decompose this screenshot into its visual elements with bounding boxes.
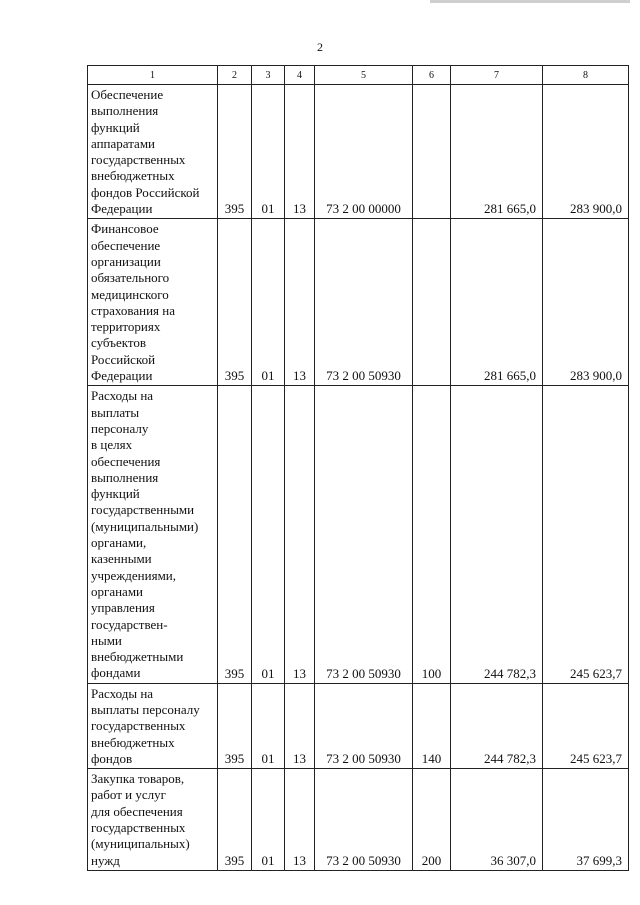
amount-col7: 281 665,0 <box>451 219 543 386</box>
column-header: 5 <box>315 66 413 85</box>
target-article-code: 73 2 00 50930 <box>315 683 413 768</box>
subsection-code: 13 <box>285 219 315 386</box>
column-header: 4 <box>285 66 315 85</box>
expense-type-code: 200 <box>413 769 451 871</box>
table-row <box>88 386 629 683</box>
column-header: 1 <box>88 66 218 85</box>
amount-col8: 283 900,0 <box>543 219 629 386</box>
amount-col8: 245 623,7 <box>543 386 629 683</box>
section-code: 01 <box>252 769 285 871</box>
ministry-code: 395 <box>218 85 252 219</box>
expense-name: Закупка товаров, работ и услуг для обеспечения государственных (муниципальных) нужд <box>88 769 218 871</box>
expense-type-code: 100 <box>413 386 451 683</box>
target-article-code: 73 2 00 50930 <box>315 769 413 871</box>
section-code: 01 <box>252 683 285 768</box>
subsection-code: 13 <box>285 386 315 683</box>
amount-col7: 244 782,3 <box>451 683 543 768</box>
expense-name: Обеспечение выполнения функций аппаратами государственных внебюджетных фондов Российской Федерации <box>88 85 218 219</box>
amount-col7: 244 782,3 <box>451 386 543 683</box>
section-code: 01 <box>252 219 285 386</box>
column-header: 6 <box>413 66 451 85</box>
amount-col8: 37 699,3 <box>543 769 629 871</box>
expense-name: Расходы на выплаты персоналу в целях обеспечения выполнения функций государственными (муниципальными) органами, казенными учреждениями, органами управления государствен- ными внебюджетными фондами <box>88 386 218 683</box>
expense-type-code <box>413 219 451 386</box>
subsection-code: 13 <box>285 85 315 219</box>
subsection-code: 13 <box>285 683 315 768</box>
page-number: 2 <box>317 40 323 54</box>
scan-edge-mark <box>430 0 630 3</box>
target-article-code: 73 2 00 00000 <box>315 85 413 219</box>
section-code: 01 <box>252 85 285 219</box>
expense-type-code: 140 <box>413 683 451 768</box>
table-row <box>88 85 629 219</box>
column-header: 7 <box>451 66 543 85</box>
table-row <box>88 219 629 386</box>
expense-type-code <box>413 85 451 219</box>
amount-col8: 245 623,7 <box>543 683 629 768</box>
ministry-code: 395 <box>218 219 252 386</box>
ministry-code: 395 <box>218 386 252 683</box>
table-row <box>88 769 629 871</box>
column-header: 2 <box>218 66 252 85</box>
expense-name: Расходы на выплаты персоналу государственных внебюджетных фондов <box>88 683 218 768</box>
amount-col8: 283 900,0 <box>543 85 629 219</box>
budget-table <box>87 65 629 871</box>
expense-name: Финансовое обеспечение организации обязательного медицинского страхования на территориях субъектов Российской Федерации <box>88 219 218 386</box>
section-code: 01 <box>252 386 285 683</box>
table-row <box>88 683 629 768</box>
column-header: 3 <box>252 66 285 85</box>
subsection-code: 13 <box>285 769 315 871</box>
ministry-code: 395 <box>218 683 252 768</box>
target-article-code: 73 2 00 50930 <box>315 219 413 386</box>
target-article-code: 73 2 00 50930 <box>315 386 413 683</box>
ministry-code: 395 <box>218 769 252 871</box>
amount-col7: 36 307,0 <box>451 769 543 871</box>
column-number-row <box>88 66 629 85</box>
amount-col7: 281 665,0 <box>451 85 543 219</box>
column-header: 8 <box>543 66 629 85</box>
